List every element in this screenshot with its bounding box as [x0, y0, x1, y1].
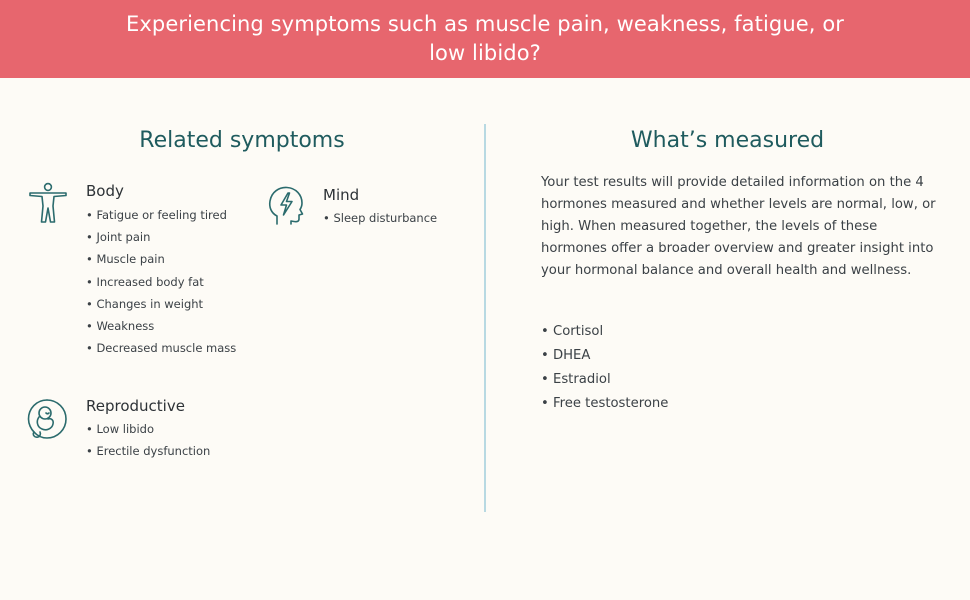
list-item: • Sleep disturbance — [323, 207, 437, 229]
list-item: • Free testosterone — [541, 392, 668, 416]
list-item: • Increased body fat — [86, 271, 236, 293]
list-item: • Low libido — [86, 418, 210, 440]
body-heading: Body — [86, 182, 124, 200]
hormone-list — [541, 320, 668, 416]
list-item: • Erectile dysfunction — [86, 440, 210, 462]
whats-measured-title: What’s measured — [630, 128, 825, 153]
reproductive-symptom-list — [86, 418, 210, 462]
list-item: • Changes in weight — [86, 293, 236, 315]
banner-text: Experiencing symptoms such as muscle pain, weakness, fatigue, or low libido? — [126, 12, 844, 65]
list-item: • DHEA — [541, 344, 668, 368]
list-item: • Muscle pain — [86, 248, 236, 270]
fetus-icon — [26, 398, 68, 440]
column-divider — [484, 124, 486, 512]
list-item: • Cortisol — [541, 320, 668, 344]
measured-description: Your test results will provide detailed information on the 4 hormones measured and whether levels are normal, low, or high. When measured together, the levels of these hormones offer a broader overview and greater insight into your hormonal balance and overall health and wellness. — [541, 175, 936, 278]
mind-symptom-list — [323, 207, 437, 229]
list-item: • Weakness — [86, 315, 236, 337]
list-item: • Estradiol — [541, 368, 668, 392]
top-banner — [0, 0, 970, 78]
reproductive-heading: Reproductive — [86, 397, 185, 415]
person-body-icon — [28, 182, 68, 224]
list-item: • Joint pain — [86, 226, 236, 248]
list-item: • Fatigue or feeling tired — [86, 204, 236, 226]
head-lightning-icon — [267, 186, 305, 226]
list-item: • Decreased muscle mass — [86, 337, 236, 359]
mind-heading: Mind — [323, 186, 360, 204]
related-symptoms-title: Related symptoms — [139, 128, 345, 153]
body-symptom-list — [86, 204, 236, 359]
